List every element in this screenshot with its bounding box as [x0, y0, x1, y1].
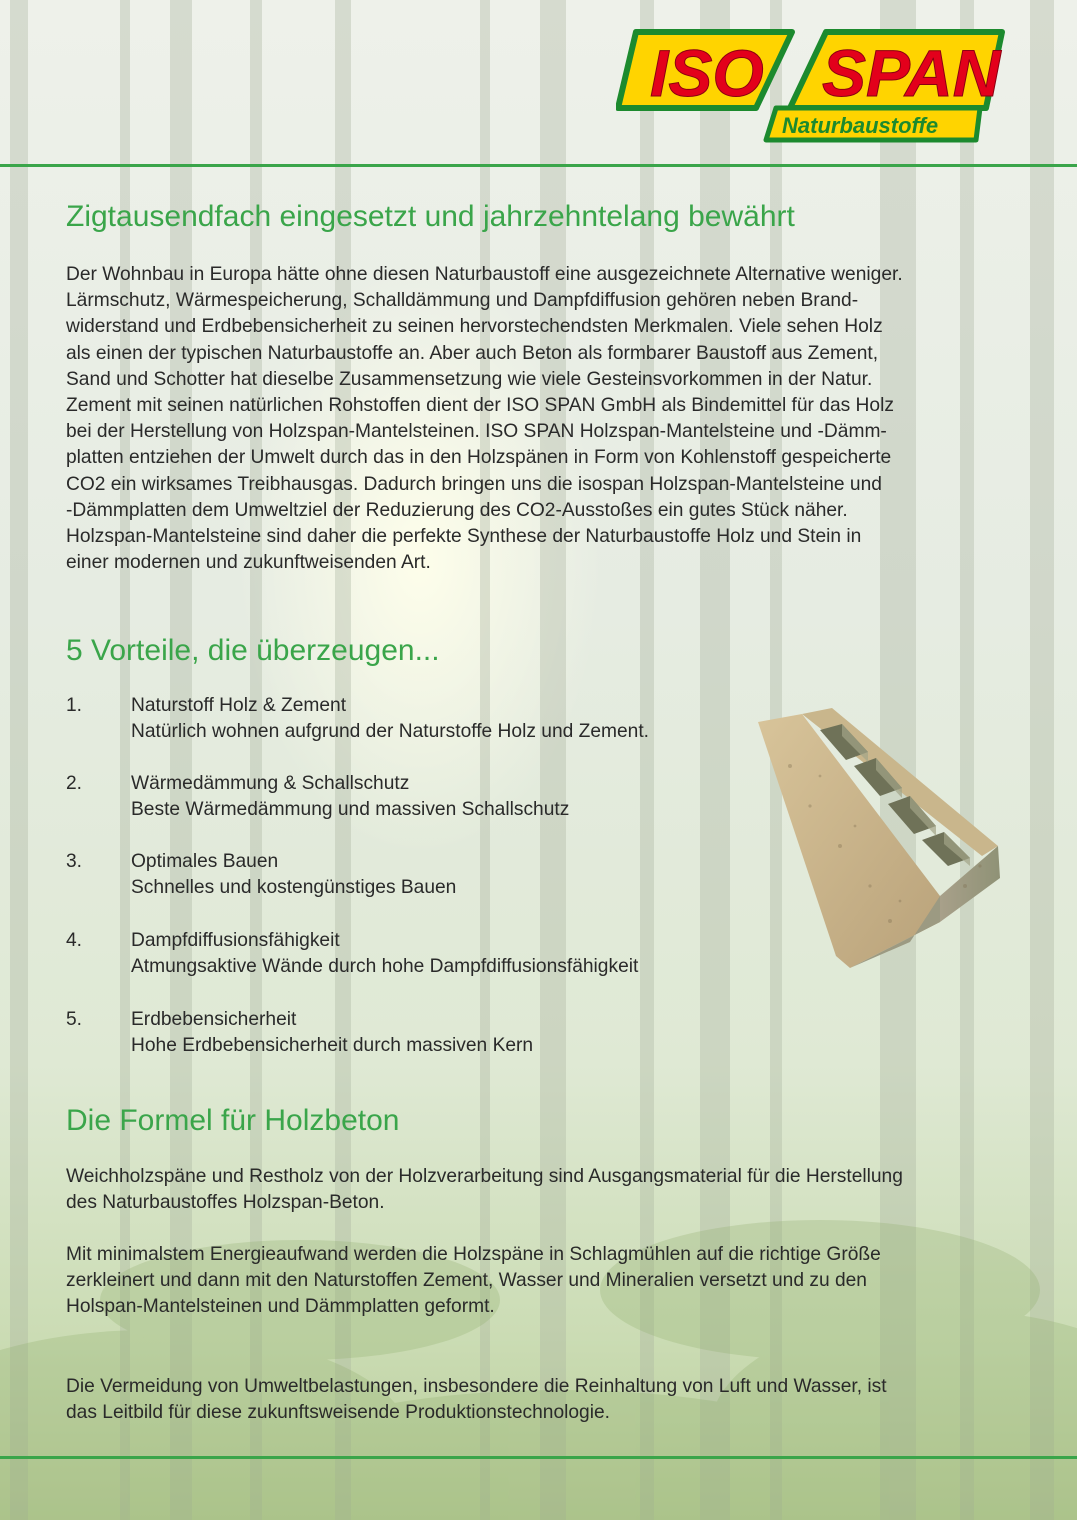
paragraph-line: Mit minimalstem Energieaufwand werden die Holzspäne in Schlagmühlen auf die richtige Größe [66, 1244, 881, 1265]
paragraph-line: Holzspan-Mantelsteine sind daher die perfekte Synthese der Naturbaustoffe Holz und Stein in [66, 526, 862, 548]
paragraph-line: das Leitbild für diese zukunftsweisende Produktionstechnologie. [66, 1402, 610, 1424]
paragraph-line: Der Wohnbau in Europa hätte ohne diesen Naturbaustoff eine ausgezeichnete Alternative weniger. [66, 264, 903, 285]
section-heading-history: Zigtausendfach eingesetzt und jahrzehntelang bewährt [66, 200, 795, 233]
advantage-title: Optimales Bauen [131, 851, 279, 872]
paragraph-line: Weichholzspäne und Restholz von der Holzverarbeitung sind Ausgangsmaterial für die Herstellung [66, 1166, 903, 1187]
advantage-number: 1. [66, 695, 83, 716]
paragraph-line: einer modernen und zukunftweisenden Art. [66, 552, 431, 574]
formula-paragraph-2 [66, 1242, 1036, 1321]
section-heading-formula: Die Formel für Holzbeton [66, 1104, 400, 1137]
logo-iso-text: ISO [650, 36, 764, 110]
footer-divider [0, 1456, 1077, 1459]
advantage-number: 2. [66, 773, 83, 794]
paragraph-line: widerstand und Erdbebensicherheit zu seinen hervorstechendsten Merkmalen. Viele sehen Holz [66, 316, 883, 338]
paragraph-line: CO2 ein wirksames Treibhausgas. Dadurch bringen uns die isospan Holzspan-Mantelsteine und [66, 473, 882, 495]
paragraph-line: bei der Herstellung von Holzspan-Mantelsteinen. ISO SPAN Holzspan-Mantelsteine und -Dämm- [66, 421, 887, 443]
advantage-number: 3. [66, 851, 83, 872]
paragraph-line: Zement mit seinen natürlichen Rohstoffen dient der ISO SPAN GmbH als Bindemittel für das Holz [66, 395, 894, 417]
advantage-number: 5. [66, 1009, 83, 1030]
paragraph-line: Holspan-Mantelsteinen und Dämmplatten geformt. [66, 1296, 495, 1318]
mantelstein-block-image [750, 706, 1010, 978]
isospan-logo [616, 22, 1006, 144]
advantage-description: Hohe Erdbebensicherheit durch massiven Kern [131, 1035, 534, 1057]
section-heading-advantages: 5 Vorteile, die überzeugen... [66, 634, 440, 667]
advantage-title: Naturstoff Holz & Zement [131, 695, 347, 716]
advantage-title: Dampfdiffusionsfähigkeit [131, 930, 340, 951]
paragraph-line: Die Vermeidung von Umweltbelastungen, insbesondere die Reinhaltung von Luft und Wasser, ist [66, 1376, 887, 1397]
advantage-description: Schnelles und kostengünstiges Bauen [131, 877, 457, 899]
advantage-title: Erdbebensicherheit [131, 1009, 297, 1030]
paragraph-line: des Naturbaustoffes Holzspan-Beton. [66, 1192, 385, 1214]
logo-span-text: SPAN [822, 36, 1001, 110]
paragraph-line: Sand und Schotter hat dieselbe Zusammensetzung wie viele Gesteinsvorkommen in der Natur. [66, 368, 873, 390]
advantage-description: Natürlich wohnen aufgrund der Naturstoffe Holz und Zement. [131, 721, 649, 743]
logo-tagline-text: Naturbaustoffe [782, 113, 939, 138]
advantage-title: Wärmedämmung & Schallschutz [131, 773, 410, 794]
paragraph-line: als einen der typischen Naturbaustoffe an. Aber auch Beton als formbarer Baustoff aus Zement, [66, 342, 879, 364]
formula-paragraph-3 [66, 1374, 1036, 1426]
advantage-description: Beste Wärmedämmung und massiven Schallschutz [131, 799, 570, 821]
paragraph-line: zerkleinert und dann mit den Naturstoffen Zement, Wasser und Mineralien versetzt und zu den [66, 1270, 867, 1292]
paragraph-line: Lärmschutz, Wärmespeicherung, Schalldämmung und Dampfdiffusion gehören neben Brand- [66, 290, 859, 312]
paragraph-line: -Dämmplatten dem Umweltziel der Reduzierung des CO2-Ausstoßes ein gutes Stück näher. [66, 499, 848, 521]
header-divider [0, 164, 1077, 167]
advantage-description: Atmungsaktive Wände durch hohe Dampfdiffusionsfähigkeit [131, 956, 639, 978]
intro-paragraph [66, 262, 1036, 576]
paragraph-line: platten entziehen der Umwelt durch das in den Holzspänen in Form von Kohlenstoff gespeicherte [66, 447, 892, 469]
formula-paragraph-1 [66, 1164, 1036, 1216]
advantage-number: 4. [66, 930, 83, 951]
